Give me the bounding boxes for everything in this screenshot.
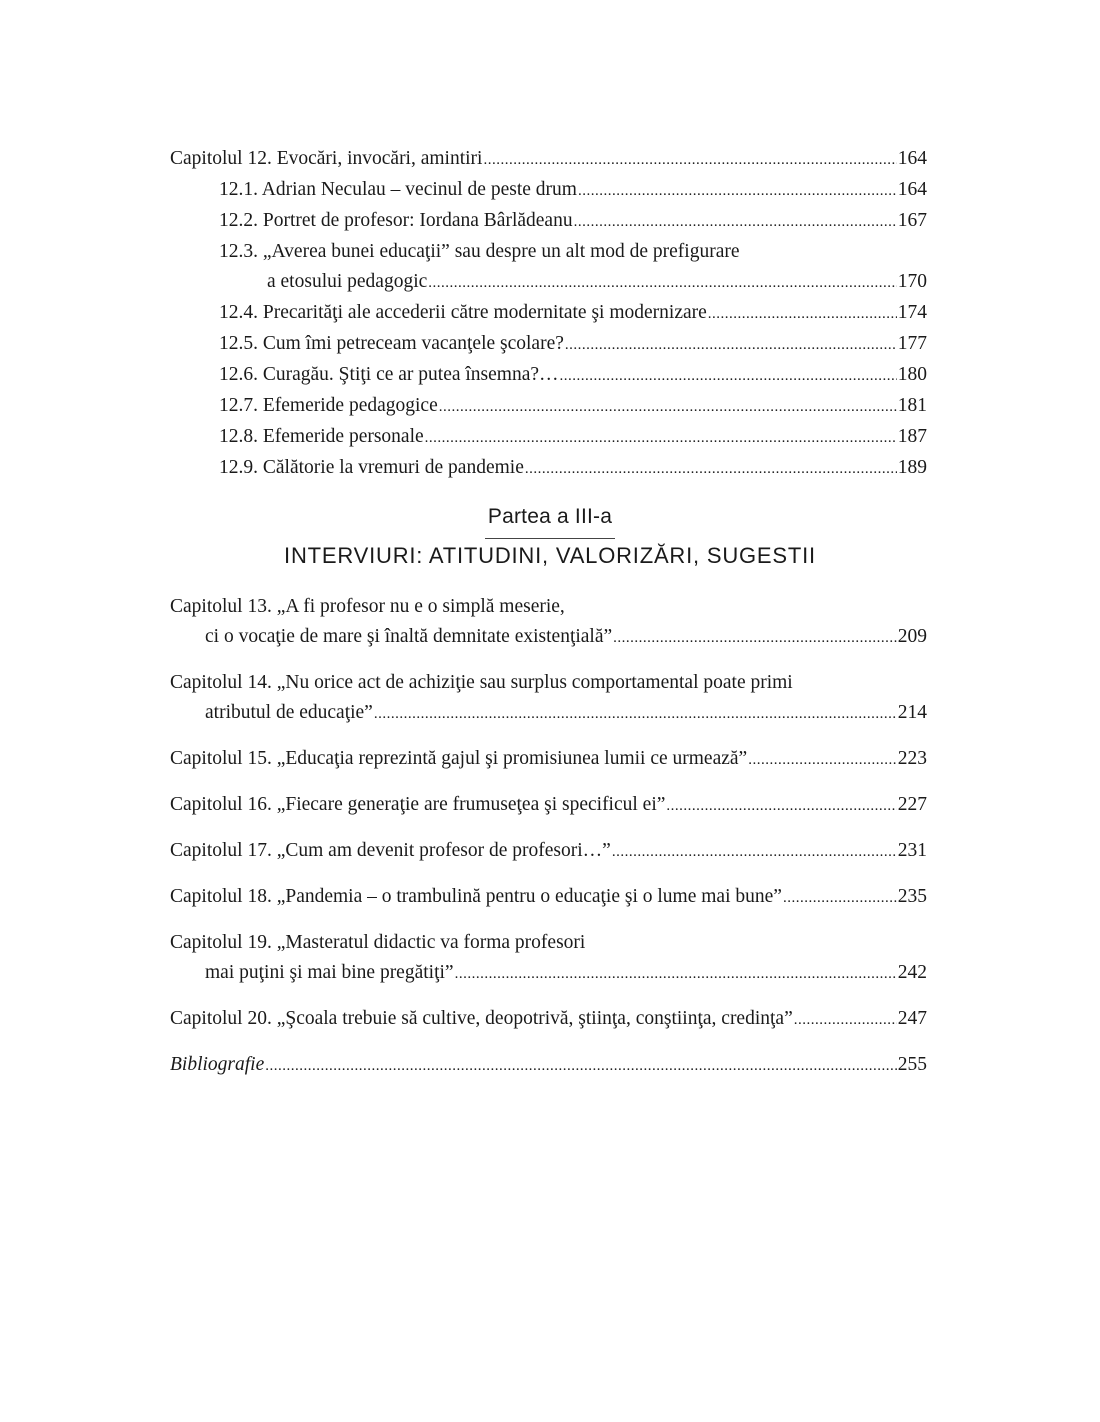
toc-part-3 [170, 592, 927, 1081]
toc-entry-chapter-13[interactable] [170, 592, 927, 653]
dot-leader [612, 837, 897, 867]
dot-leader [565, 330, 897, 360]
toc-entry-title: 12.1. Adrian Neculau – vecinul de peste drum [219, 179, 577, 200]
dot-leader [560, 361, 897, 391]
toc-entry-bibliography[interactable] [170, 1050, 927, 1081]
toc-entry-page: 164 [897, 179, 927, 200]
toc-entry-title: Capitolul 16. „Fiecare generaţie are frumuseţea şi specificul ei” [170, 794, 666, 815]
toc-entry-title: 12.5. Cum îmi petreceam vacanţele şcolare? [219, 333, 564, 354]
toc-entry-12-4[interactable] [170, 298, 927, 329]
toc-entry-title: Capitolul 15. „Educaţia reprezintă gajul şi promisiunea lumii ce urmează” [170, 748, 748, 769]
toc-entry-page: 247 [897, 1008, 927, 1029]
dot-leader [374, 699, 897, 729]
dot-leader [428, 268, 896, 298]
toc-entry-chapter-19[interactable] [170, 928, 927, 989]
toc-entry-title: 12.6. Curagău. Ştiţi ce ar putea însemna?… [219, 364, 559, 385]
toc-entry-page: 174 [897, 302, 927, 323]
toc-entry-page: 180 [897, 364, 927, 385]
toc-entry-chapter-16[interactable] [170, 790, 927, 821]
toc-entry-title-line1: Capitolul 14. „Nu orice act de achiziţie sau surplus comportamental poate primi [170, 672, 793, 693]
toc-entry-title: Capitolul 12. Evocări, invocări, amintiri [170, 148, 483, 169]
dot-leader [439, 392, 897, 422]
dot-leader [525, 454, 897, 484]
toc-entry-12-7[interactable] [170, 391, 927, 422]
toc-entry-12-2[interactable] [170, 206, 927, 237]
toc-entry-12-5[interactable] [170, 329, 927, 360]
toc-entry-page: 181 [897, 395, 927, 416]
toc-entry-page: 227 [897, 794, 927, 815]
dot-leader [666, 791, 896, 821]
toc-entry-title-line2: atributul de educaţie” [205, 702, 373, 723]
dot-leader [425, 423, 897, 453]
dot-leader [613, 623, 897, 653]
toc-entry-title: 12.7. Efemeride pedagogice [219, 395, 438, 416]
toc-entry-12-9[interactable] [170, 453, 927, 484]
toc-entry-title: Capitolul 17. „Cum am devenit profesor de profesori…” [170, 840, 611, 861]
toc-entry-12-8[interactable] [170, 422, 927, 453]
toc-entry-page: 209 [897, 626, 927, 647]
toc-entry-page: 189 [897, 457, 927, 478]
dot-leader [748, 745, 897, 775]
toc-entry-page: 255 [897, 1054, 927, 1075]
toc-entry-title: 12.9. Călătorie la vremuri de pandemie [219, 457, 524, 478]
toc-entry-chapter-17[interactable] [170, 836, 927, 867]
toc-entry-12-3[interactable] [170, 237, 927, 298]
toc-entry-title-line1: Capitolul 13. „A fi profesor nu e o simplă meserie, [170, 596, 565, 617]
toc-entry-title: 12.2. Portret de profesor: Iordana Bârlădeanu [219, 210, 573, 231]
toc-entry-title: 12.8. Efemeride personale [219, 426, 424, 447]
toc-entry-title-line2: a etosului pedagogic [267, 271, 428, 292]
dot-leader [574, 207, 897, 237]
toc-entry-title: Capitolul 18. „Pandemia – o trambulină pentru o educaţie şi o lume mai bune” [170, 886, 782, 907]
toc-entry-chapter-14[interactable] [170, 668, 927, 729]
toc-entry-page: 170 [897, 271, 927, 292]
toc-entry-page: 177 [897, 333, 927, 354]
dot-leader [783, 883, 897, 913]
toc-entry-page: 231 [897, 840, 927, 861]
toc-entry-title-line1: Capitolul 19. „Masteratul didactic va forma profesori [170, 932, 586, 953]
toc-entry-page: 242 [897, 962, 927, 983]
toc-entry-chapter-20[interactable] [170, 1004, 927, 1035]
dot-leader [578, 176, 897, 206]
toc-entry-title-line2: mai puţini şi mai bine pregătiţi” [205, 962, 454, 983]
toc-entry-title-line2: ci o vocaţie de mare şi înaltă demnitate existenţială” [205, 626, 613, 647]
dot-leader [483, 145, 896, 175]
toc-entry-chapter-12[interactable] [170, 144, 927, 175]
toc-entry-chapter-15[interactable] [170, 744, 927, 775]
toc-entry-page: 164 [897, 148, 927, 169]
toc-entry-12-6[interactable] [170, 360, 927, 391]
toc-entry-page: 167 [897, 210, 927, 231]
dot-leader [794, 1005, 897, 1035]
toc-entry-title-line1: 12.3. „Averea bunei educaţii” sau despre un alt mod de prefigurare [219, 241, 740, 262]
toc-entry-page: 235 [897, 886, 927, 907]
dot-leader [708, 299, 897, 329]
toc-entry-title: Capitolul 20. „Şcoala trebuie să cultive, deopotrivă, ştiinţa, conştiinţa, credinţa” [170, 1008, 793, 1029]
toc-entry-chapter-18[interactable] [170, 882, 927, 913]
dot-leader [265, 1051, 897, 1081]
dot-leader [455, 959, 897, 989]
toc-entry-page: 223 [897, 748, 927, 769]
part-title-rule [485, 538, 615, 539]
toc-entry-title: Bibliografie [170, 1054, 265, 1075]
toc-entry-title: 12.4. Precarităţi ale accederii către modernitate şi modernizare [219, 302, 707, 323]
toc-entry-page: 187 [897, 426, 927, 447]
toc-chapter-12 [170, 144, 927, 484]
toc-entry-12-1[interactable] [170, 175, 927, 206]
toc-entry-page: 214 [897, 702, 927, 723]
part-subtitle: INTERVIURI: ATITUDINI, VALORIZĂRI, SUGESTII [284, 543, 816, 568]
part-title: Partea a III-a [487, 505, 613, 528]
